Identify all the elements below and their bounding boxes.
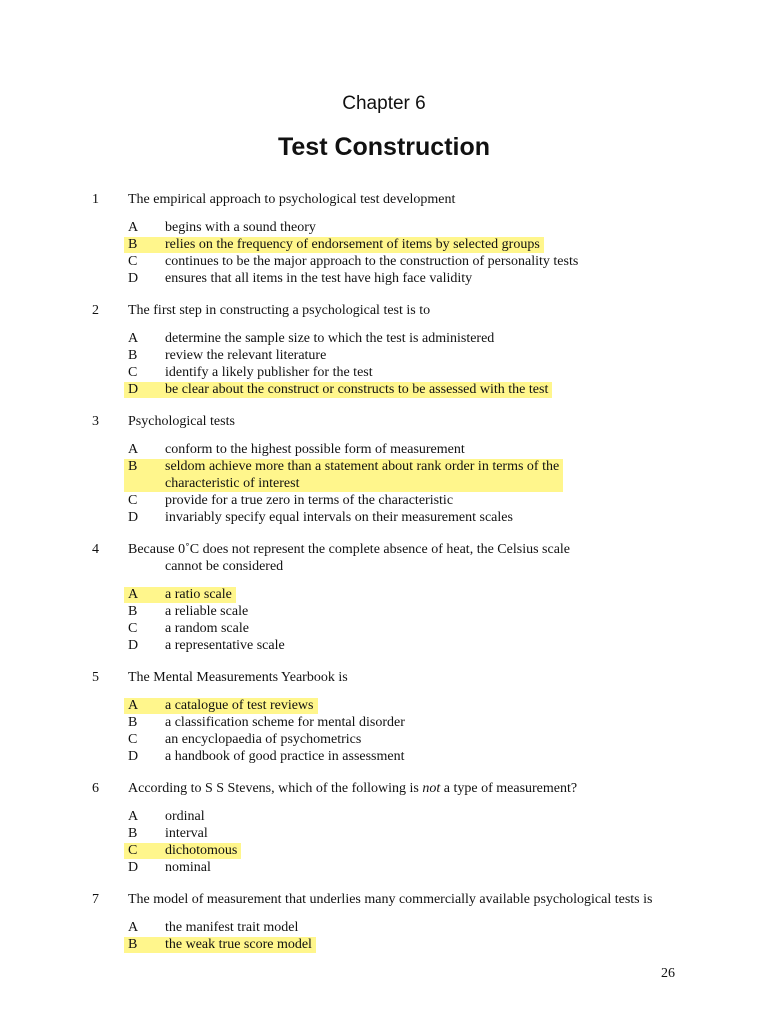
question-number: 3	[92, 414, 99, 429]
question-text: The first step in constructing a psychological test is to	[128, 303, 431, 318]
option-letter: A	[128, 809, 139, 824]
option-4d	[0, 637, 768, 654]
option-text: ordinal	[165, 809, 205, 824]
option-text: invariably specify equal intervals on their measurement scales	[165, 510, 513, 525]
question-number: 2	[92, 303, 99, 318]
option-3b	[0, 458, 768, 492]
question-1	[0, 191, 768, 287]
option-letter: D	[128, 638, 139, 653]
option-letter: B	[128, 604, 138, 619]
option-text: begins with a sound theory	[165, 220, 316, 235]
option-letter: B	[128, 348, 138, 363]
option-letter: A	[128, 587, 139, 602]
option-text: an encyclopaedia of psychometrics	[165, 732, 362, 747]
option-3c	[0, 492, 768, 509]
option-2c	[0, 364, 768, 381]
option-text: a classification scheme for mental disorder	[165, 715, 405, 730]
option-5d	[0, 748, 768, 765]
chapter-label: Chapter 6	[342, 93, 426, 114]
question-4	[0, 541, 768, 654]
option-text: conform to the highest possible form of measurement	[165, 442, 465, 457]
question-2	[0, 302, 768, 398]
option-letter: C	[128, 843, 138, 858]
option-letter: C	[128, 254, 138, 269]
option-6d	[0, 859, 768, 876]
option-3d	[0, 509, 768, 526]
option-letter: C	[128, 365, 138, 380]
option-letter: A	[128, 331, 139, 346]
option-2d	[0, 381, 768, 398]
option-letter: B	[128, 237, 138, 252]
option-4b	[0, 603, 768, 620]
option-text: a random scale	[165, 621, 249, 636]
question-text: The empirical approach to psychological test development	[128, 192, 456, 207]
option-2a	[0, 330, 768, 347]
option-3a	[0, 441, 768, 458]
question-number: 6	[92, 781, 99, 796]
question-text: The Mental Measurements Yearbook is	[128, 670, 348, 685]
question-number: 1	[92, 192, 99, 207]
option-text: the weak true score model	[165, 937, 312, 952]
question-6	[0, 780, 768, 876]
option-letter: D	[128, 382, 139, 397]
question-3	[0, 413, 768, 526]
question-7	[0, 891, 768, 953]
option-letter: D	[128, 271, 139, 286]
option-6a	[0, 808, 768, 825]
option-text: the manifest trait model	[165, 920, 299, 935]
question-text-continuation: cannot be considered	[165, 559, 284, 574]
question-text-end: a type of measurement?	[440, 781, 578, 796]
option-text: be clear about the construct or constructs to be assessed with the test	[165, 382, 549, 397]
page-number: 26	[661, 966, 675, 981]
option-1b	[0, 236, 768, 253]
option-letter: B	[128, 937, 138, 952]
option-1c	[0, 253, 768, 270]
option-text: determine the sample size to which the test is administered	[165, 331, 495, 346]
option-letter: D	[128, 749, 139, 764]
question-text	[128, 541, 668, 575]
option-text: nominal	[165, 860, 211, 875]
option-text: seldom achieve more than a statement about rank order in terms of the characteristic of interest	[165, 459, 560, 491]
option-letter: B	[128, 826, 138, 841]
option-letter: A	[128, 220, 139, 235]
option-letter: D	[128, 860, 139, 875]
question-number: 4	[92, 542, 99, 557]
option-6c	[0, 842, 768, 859]
question-text-emphasis: not	[422, 781, 441, 796]
question-text: Psychological tests	[128, 414, 235, 429]
option-7a	[0, 919, 768, 936]
question-text-line: Because 0˚C does not represent the complete absence of heat, the Celsius scale	[128, 542, 571, 557]
question-text: The model of measurement that underlies many commercially available psychological tests is	[128, 892, 653, 907]
option-text: dichotomous	[165, 843, 238, 858]
option-text: continues to be the major approach to the construction of personality tests	[165, 254, 579, 269]
option-5a	[0, 697, 768, 714]
option-text: ensures that all items in the test have high face validity	[165, 271, 473, 286]
question-number: 5	[92, 670, 99, 685]
option-letter: B	[128, 459, 138, 474]
option-text: a representative scale	[165, 638, 285, 653]
option-4c	[0, 620, 768, 637]
option-7b	[0, 936, 768, 953]
option-text: relies on the frequency of endorsement of items by selected groups	[165, 237, 540, 252]
option-letter: A	[128, 920, 139, 935]
option-text: a ratio scale	[165, 587, 232, 602]
question-5	[0, 669, 768, 765]
option-4a	[0, 586, 768, 603]
option-letter: D	[128, 510, 139, 525]
option-letter: C	[128, 493, 138, 508]
option-text: a catalogue of test reviews	[165, 698, 314, 713]
option-text: provide for a true zero in terms of the characteristic	[165, 493, 454, 508]
option-6b	[0, 825, 768, 842]
question-number: 7	[92, 892, 99, 907]
page-title: Test Construction	[277, 133, 491, 161]
option-text: review the relevant literature	[165, 348, 327, 363]
option-text: interval	[165, 826, 208, 841]
question-text-start: According to S S Stevens, which of the following is	[128, 781, 423, 796]
option-letter: C	[128, 621, 138, 636]
question-text	[128, 780, 668, 797]
question-list	[0, 191, 768, 968]
option-1a	[0, 219, 768, 236]
option-letter: C	[128, 732, 138, 747]
option-5b	[0, 714, 768, 731]
option-1d	[0, 270, 768, 287]
option-5c	[0, 731, 768, 748]
option-text: a reliable scale	[165, 604, 249, 619]
option-letter: B	[128, 715, 138, 730]
option-text: identify a likely publisher for the test	[165, 365, 373, 380]
option-text: a handbook of good practice in assessment	[165, 749, 405, 764]
option-letter: A	[128, 442, 139, 457]
option-letter: A	[128, 698, 139, 713]
option-2b	[0, 347, 768, 364]
